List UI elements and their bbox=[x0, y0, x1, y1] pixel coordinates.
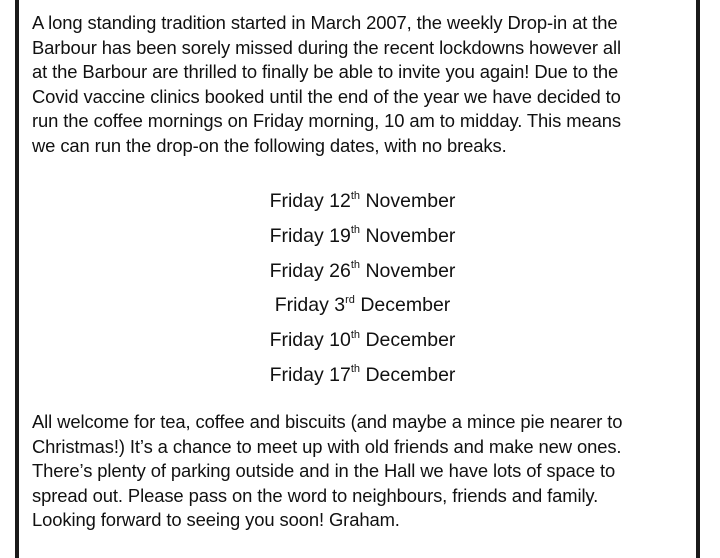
date-month: November bbox=[360, 259, 456, 282]
date-item bbox=[200, 184, 525, 219]
intro-line: at the Barbour are thrilled to finally be able to invite you again! Due to the bbox=[32, 61, 619, 83]
date-item bbox=[200, 288, 525, 323]
date-month: November bbox=[360, 224, 456, 247]
date-day: Friday 10 bbox=[269, 329, 351, 352]
intro-line: Barbour has been sorely missed during the recent lockdowns however all bbox=[32, 36, 621, 58]
date-item bbox=[200, 323, 525, 358]
intro-paragraph bbox=[32, 11, 702, 159]
date-item bbox=[200, 219, 525, 254]
date-month: November bbox=[360, 190, 456, 212]
date-day: Friday 12 bbox=[269, 190, 351, 212]
date-day: Friday 3 bbox=[274, 294, 346, 317]
date-suffix: th bbox=[350, 259, 361, 272]
date-suffix: th bbox=[350, 328, 361, 341]
date-month: December bbox=[360, 363, 456, 386]
date-day: Friday 26 bbox=[269, 259, 351, 282]
closing-line: spread out. Please pass on the word to neighbours, friends and family. bbox=[32, 484, 599, 506]
date-suffix: th bbox=[350, 363, 361, 376]
date-day: Friday 19 bbox=[269, 224, 351, 247]
date-item bbox=[200, 358, 525, 393]
date-month: December bbox=[360, 329, 456, 352]
date-suffix: th bbox=[350, 189, 361, 202]
intro-line: A long standing tradition started in March 2007, the weekly Drop-in at the bbox=[32, 12, 618, 33]
date-suffix: th bbox=[350, 224, 361, 237]
closing-line: Christmas!) It’s a chance to meet up with old friends and make new ones. bbox=[32, 435, 622, 457]
closing-paragraph bbox=[32, 410, 702, 533]
date-month: December bbox=[354, 294, 451, 317]
date-day: Friday 17 bbox=[269, 363, 351, 386]
closing-line: Looking forward to seeing you soon! Graham. bbox=[32, 509, 400, 531]
closing-line: There’s plenty of parking outside and in the Hall we have lots of space to bbox=[32, 460, 616, 482]
date-list bbox=[200, 184, 525, 393]
date-item bbox=[200, 254, 525, 289]
closing-line: All welcome for tea, coffee and biscuits (and maybe a mince pie nearer to bbox=[32, 411, 623, 432]
intro-line: we can run the drop-on the following dates, with no breaks. bbox=[32, 134, 507, 156]
intro-line: run the coffee mornings on Friday morning, 10 am to midday. This means bbox=[32, 110, 621, 132]
date-suffix: rd bbox=[345, 293, 355, 306]
intro-line: Covid vaccine clinics booked until the end of the year we have decided to bbox=[32, 85, 621, 107]
